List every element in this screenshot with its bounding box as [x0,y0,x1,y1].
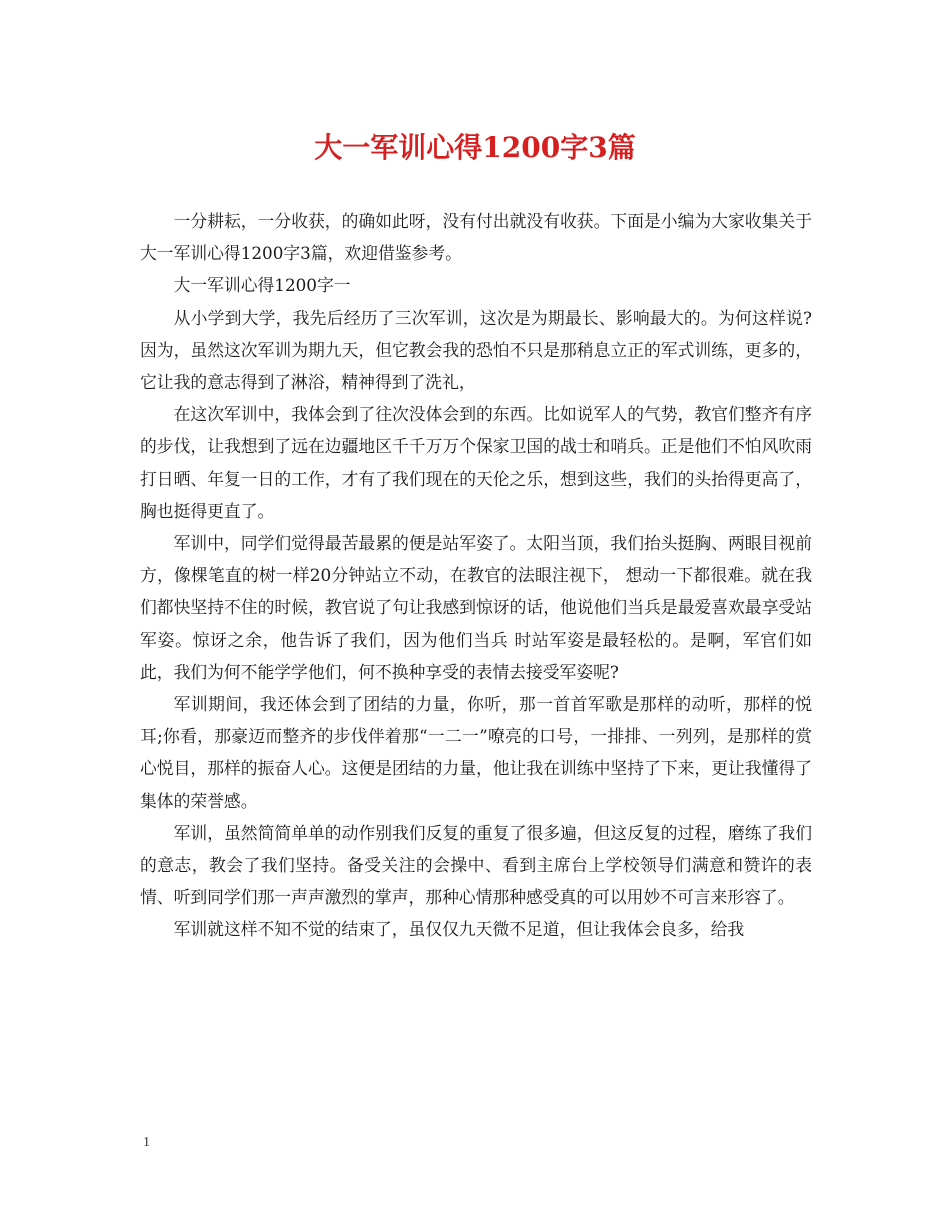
paragraph: 军训中，同学们觉得最苦最累的便是站军姿了。太阳当顶，我们抬头挺胸、两眼目视前方，像棵笔直的树一样20分钟站立不动，在教官的法眼注视下， 想动一下都很难。就在我们都快坚持不住的时候，教官说了句让我感到惊讶的话，他说他们当兵是最爱喜欢最享受站军姿。惊讶之余，他告诉了我们，因为他们当兵 时站军姿是最轻松的。是啊，军官们如此，我们为何不能学学他们，何不换种享受的表情去接受军姿呢? [140,533,812,682]
document-body [140,205,812,946]
paragraph: 在这次军训中，我体会到了往次没体会到的东西。比如说军人的气势，教官们整齐有序的步伐，让我想到了远在边疆地区千千万万个保家卫国的战士和哨兵。正是他们不怕风吹雨打日晒、年复一日的工作，才有了我们现在的天伦之乐，想到这些，我们的头抬得更高了，胸也挺得更直了。 [140,404,812,521]
paragraph: 从小学到大学，我先后经历了三次军训，这次是为期最长、影响最大的。为何这样说?因为，虽然这次军训为期九天，但它教会我的恐怕不只是那稍息立正的军式训练，更多的，它让我的意志得到了淋浴，精神得到了洗礼， [140,307,812,393]
paragraph-intro: 一分耕耘，一分收获，的确如此呀，没有付出就没有收获。下面是小编为大家收集关于大一军训心得1200字3篇，欢迎借鉴参考。 [140,211,812,264]
section-heading: 大一军训心得1200字一 [173,275,351,296]
paragraph: 军训就这样不知不觉的结束了，虽仅仅九天微不足道，但让我体会良多，给我 [173,919,745,940]
document-title: 大一军训心得1200字3篇 [314,131,636,164]
page-number: 1 [143,1135,150,1150]
paragraph: 军训期间，我还体会到了团结的力量，你听，那一首首军歌是那样的动听，那样的悦耳;你看，那豪迈而整齐的步伐伴着那“一二一”嘹亮的口号，一排排、一列列，是那样的赏心悦目，那样的振奋人心。这便是团结的力量，他让我在训练中坚持了下来，更让我懂得了集体的荣誉感。 [140,694,812,811]
paragraph: 军训，虽然简简单单的动作别我们反复的重复了很多遍，但这反复的过程，磨练了我们的意志，教会了我们坚持。备受关注的会操中、看到主席台上学校领导们满意和赞许的表情、听到同学们那一声声激烈的掌声，那种心情那种感受真的可以用妙不可言来形容了。 [140,822,812,908]
